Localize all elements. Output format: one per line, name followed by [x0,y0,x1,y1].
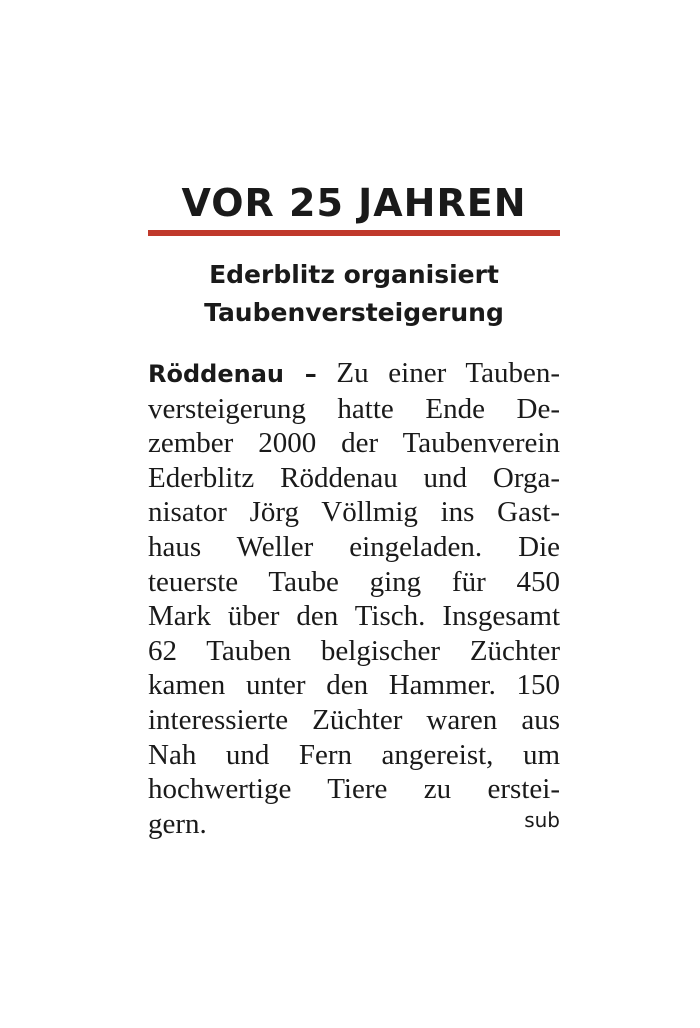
headline [148,256,560,332]
author-initials: sub [524,807,560,832]
dateline: Röddenau – [148,360,317,388]
body-line: kamen unter den Hammer. 150 [148,669,560,702]
headline-line-1: Ederblitz organisiert [209,260,499,289]
headline-line-2: Taubenversteigerung [204,298,504,327]
body-line: 62 Tauben belgischer Züchter [148,634,560,667]
body-line: versteigerung hatte Ende De- [148,392,560,425]
body-line: Röddenau – Zu einer Tauben- [148,357,560,389]
rubric-divider [148,230,560,236]
article [148,176,560,841]
body-line: nisator Jörg Völlmig ins Gast- [148,496,560,529]
body-line: Mark über den Tisch. Insgesamt [148,600,560,633]
body-line: Nah und Fern angereist, um [148,738,560,771]
body-line: haus Weller eingeladen. Die [148,530,560,563]
body-line-last: gern. sub [148,807,560,842]
body-line: teuerste Taube ging für 450 [148,565,560,598]
body-line: zember 2000 der Taubenverein [148,427,560,460]
rubric-title: VOR 25 JAHREN [181,181,527,225]
article-body [148,356,560,841]
body-line: Ederblitz Röddenau und Orga- [148,461,560,494]
body-line: interessierte Züchter waren aus [148,703,560,736]
body-line: hochwertige Tiere zu erstei- [148,773,560,806]
